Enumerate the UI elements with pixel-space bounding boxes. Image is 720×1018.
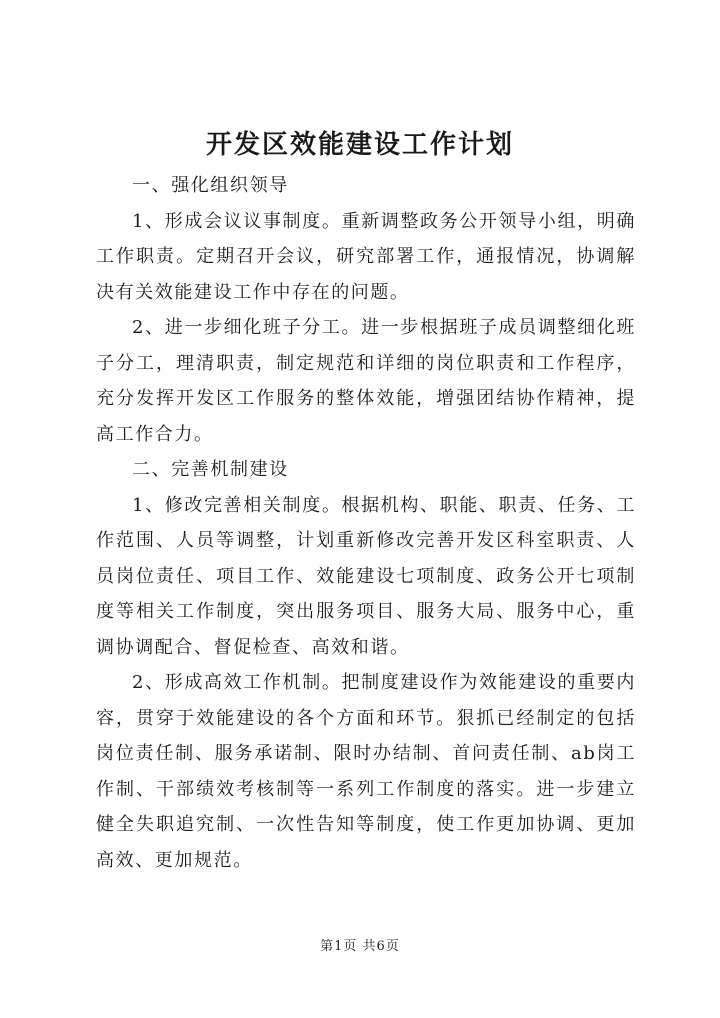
section-heading: 二、完善机制建设 — [132, 459, 289, 480]
body-paragraph: 1、修改完善相关制度。根据机构、职能、职责、任务、工作范围、人员等调整，计划重新修改完善开发区科室职责、人员岗位责任、项目工作、效能建设七项制度、政务公开七项制度等相关工作制度，突出服务项目、服务大局、服务中心，重调协调配合、督促检查、高效和谐。 — [96, 494, 636, 658]
section-heading: 一、强化组织领导 — [132, 175, 289, 196]
body-paragraph: 2、进一步细化班子分工。进一步根据班子成员调整细化班子分工，理清职责，制定规范和详细的岗位职责和工作程序，充分发挥开发区工作服务的整体效能，增强团结协作精神，提高工作合力。 — [96, 317, 636, 445]
document-title: 开发区效能建设工作计划 — [205, 130, 514, 160]
page-footer: 第1页 共6页 — [320, 939, 400, 954]
body-paragraph: 1、形成会议议事制度。重新调整政务公开领导小组，明确工作职责。定期召开会议，研究部署工作，通报情况，协调解决有关效能建设工作中存在的问题。 — [96, 210, 636, 303]
document-body — [96, 168, 636, 878]
body-paragraph: 2、形成高效工作机制。把制度建设作为效能建设的重要内容，贯穿于效能建设的各个方面和环节。狠抓已经制定的包括岗位责任制、服务承诺制、限时办结制、首问责任制、ab岗工作制、干部绩效考核制等一系列工作制度的落实。进一步建立健全失职追究制、一次性告知等制度，使工作更加协调、更加高效、更加规范。 — [96, 672, 636, 871]
